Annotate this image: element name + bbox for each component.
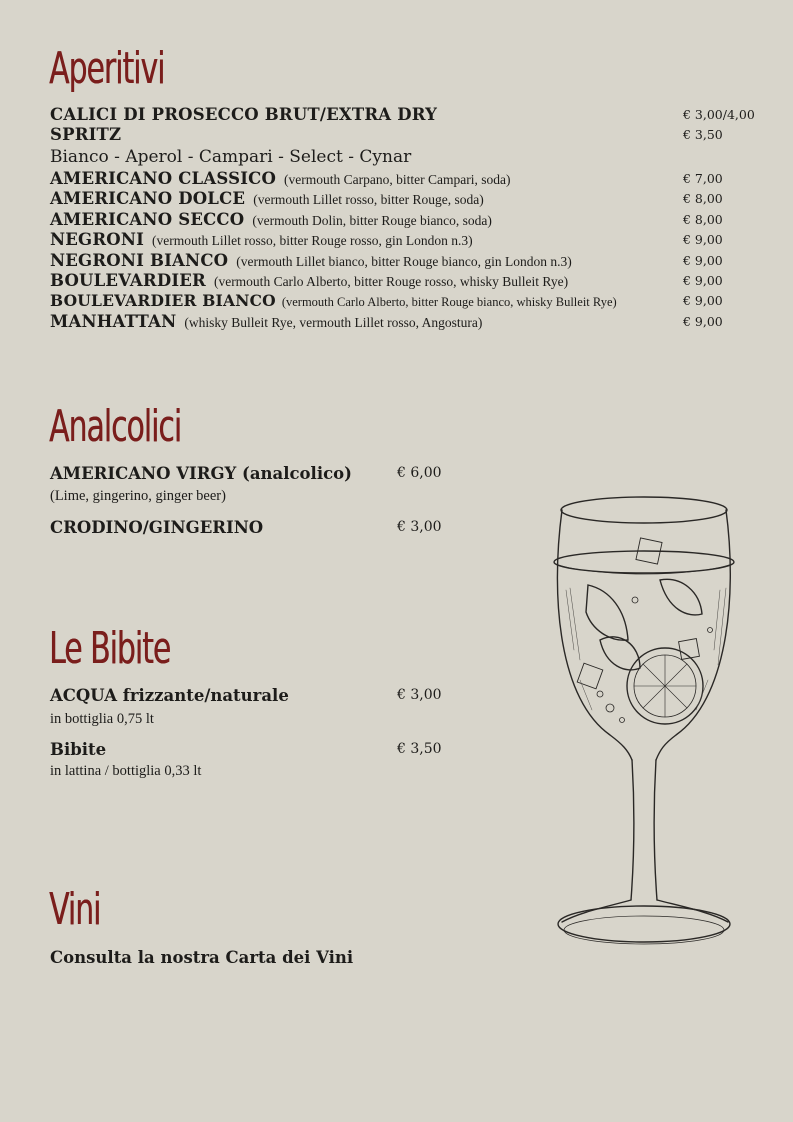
menu-item xyxy=(50,291,617,311)
item-name: Bibite xyxy=(50,740,107,759)
wine-glass-spritz-icon xyxy=(540,480,740,960)
menu-item xyxy=(50,125,121,145)
menu-item xyxy=(50,169,510,189)
menu-item xyxy=(50,210,492,230)
menu-item xyxy=(50,271,568,291)
item-description: (vermouth Carlo Alberto, bitter Rouge rosso, whisky Bulleit Rye) xyxy=(213,274,569,289)
item-description: (whisky Bulleit Rye, vermouth Lillet rosso, Angostura) xyxy=(184,315,483,330)
item-name: AMERICANO SECCO xyxy=(50,210,245,229)
item-name: CALICI DI PROSECCO BRUT/EXTRA DRY xyxy=(50,105,438,124)
menu-item xyxy=(50,312,482,332)
wine-list-note: Consulta la nostra Carta dei Vini xyxy=(50,948,354,967)
item-description: in bottiglia 0,75 lt xyxy=(50,711,154,727)
item-name: AMERICANO VIRGY (analcolico) xyxy=(50,464,352,483)
item-price: € 3,00 xyxy=(397,687,442,703)
section-heading-vini: Vini xyxy=(49,884,101,935)
item-name: BOULEVARDIER BIANCO xyxy=(50,291,276,310)
section-heading-bibite: Le Bibite xyxy=(49,623,171,674)
item-name: AMERICANO CLASSICO xyxy=(50,169,277,188)
menu-item xyxy=(50,230,473,250)
section-heading-analcolici: Analcolici xyxy=(49,401,182,452)
item-price: € 3,50 xyxy=(397,741,442,757)
item-price: € 9,00 xyxy=(683,273,723,288)
item-price: € 8,00 xyxy=(683,212,723,227)
item-price: € 8,00 xyxy=(683,191,723,206)
item-price: € 9,00 xyxy=(683,314,723,329)
item-price: € 9,00 xyxy=(683,253,723,268)
item-price: € 3,00 xyxy=(397,519,442,535)
item-price: € 9,00 xyxy=(683,232,723,247)
section-heading-aperitivi: Aperitivi xyxy=(49,43,165,94)
item-name: SPRITZ xyxy=(50,125,122,144)
item-name: AMERICANO DOLCE xyxy=(50,189,246,208)
item-price: € 7,00 xyxy=(683,171,723,186)
item-description: (vermouth Dolin, bitter Rouge bianco, soda) xyxy=(252,213,492,228)
menu-item xyxy=(50,251,572,271)
item-name: ACQUA frizzante/naturale xyxy=(50,686,289,705)
spritz-options xyxy=(50,147,411,167)
item-name: NEGRONI xyxy=(50,230,145,249)
item-name: NEGRONI BIANCO xyxy=(50,251,229,270)
item-description: (vermouth Lillet rosso, bitter Rouge rosso, gin London n.3) xyxy=(152,233,473,248)
item-description: (vermouth Lillet rosso, bitter Rouge, soda) xyxy=(253,192,484,207)
item-description: (vermouth Carpano, bitter Campari, soda) xyxy=(284,172,511,187)
spritz-options-text: Bianco - Aperol - Campari - Select - Cynar xyxy=(50,147,412,167)
item-name: MANHATTAN xyxy=(50,312,177,331)
item-price: € 6,00 xyxy=(397,465,442,481)
item-description: (vermouth Carlo Alberto, bitter Rouge bianco, whisky Bulleit Rye) xyxy=(281,295,617,309)
item-description: (vermouth Lillet bianco, bitter Rouge bianco, gin London n.3) xyxy=(236,254,572,269)
item-price: € 3,50 xyxy=(683,127,723,142)
item-price: € 9,00 xyxy=(683,293,723,308)
item-description: in lattina / bottiglia 0,33 lt xyxy=(50,763,202,779)
item-name: BOULEVARDIER xyxy=(50,271,206,290)
menu-item xyxy=(50,105,437,125)
item-description: (Lime, gingerino, ginger beer) xyxy=(50,488,226,504)
menu-item xyxy=(50,189,484,209)
item-price: € 3,00/4,00 xyxy=(683,107,755,122)
item-name: CRODINO/GINGERINO xyxy=(50,518,264,537)
